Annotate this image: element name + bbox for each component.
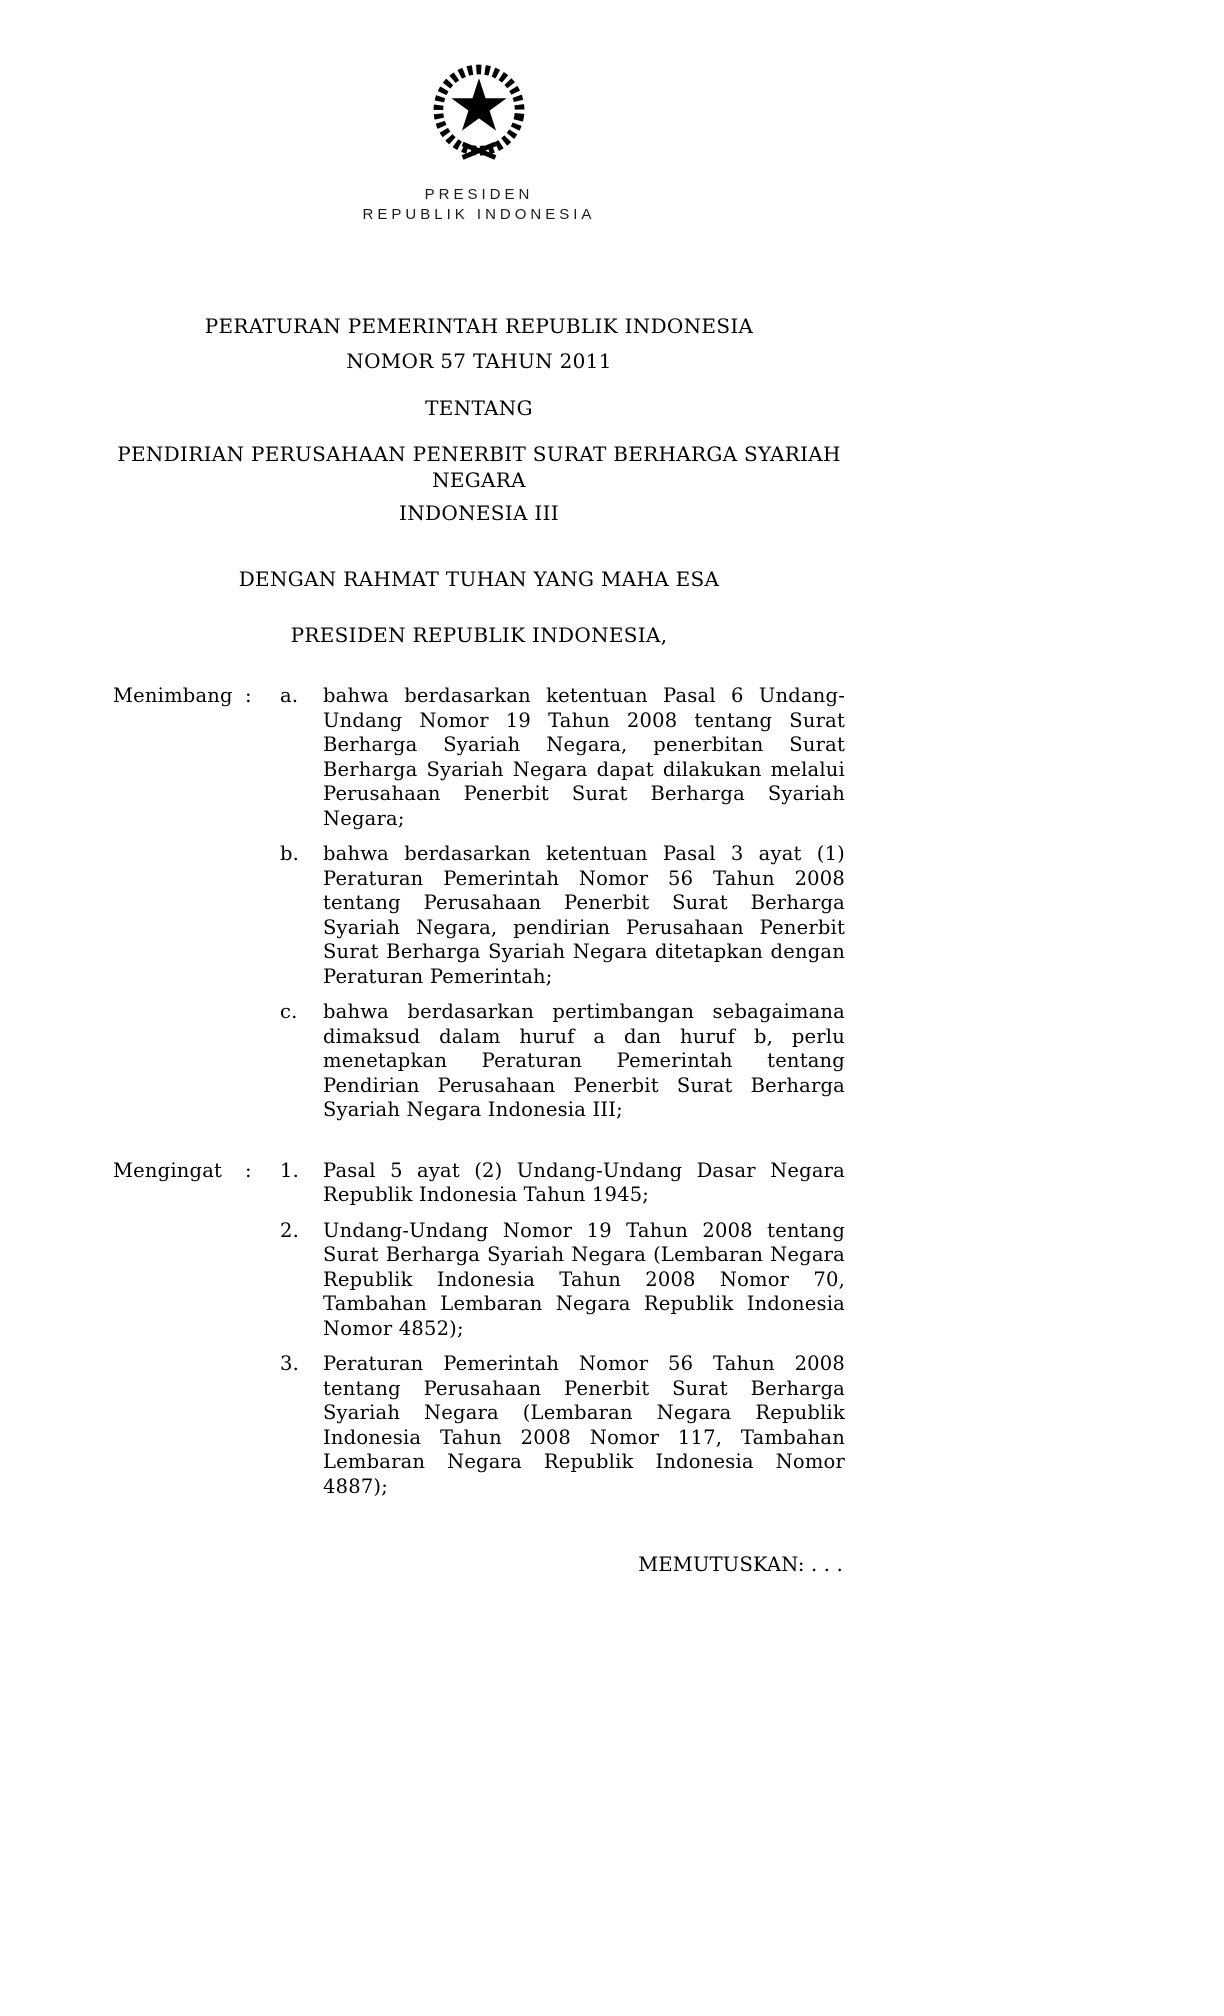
legal-basis-colon: : <box>245 1158 252 1182</box>
item-marker: a. <box>280 684 299 707</box>
considerations-items <box>280 684 845 1123</box>
org-name-line2: REPUBLIK INDONESIA <box>362 206 596 223</box>
title-block <box>113 313 845 648</box>
document-page <box>113 0 845 2016</box>
subject-line1: PENDIRIAN PERUSAHAAN PENERBIT SURAT BERHARGA SYARIAH NEGARA <box>117 442 841 492</box>
continuation-note: MEMUTUSKAN: . . . <box>638 1553 843 1576</box>
legal-basis-items <box>280 1159 845 1500</box>
legal-basis-item-1 <box>280 1159 845 1208</box>
item-marker: 1. <box>280 1158 300 1182</box>
item-marker: b. <box>280 842 300 865</box>
subject-line2: INDONESIA III <box>399 501 559 525</box>
legal-basis-item-3 <box>280 1352 845 1499</box>
legal-basis-item-2 <box>280 1219 845 1342</box>
item-marker: 2. <box>280 1218 300 1242</box>
item-text: bahwa berdasarkan pertimbangan sebagaimana dimaksud dalam huruf a dan huruf b, perlu menetapkan Peraturan Pemerintah tentang Pendirian Perusahaan Penerbit Surat Berharga Syariah Negara Indonesia III; <box>323 1000 845 1121</box>
legal-basis-label: Mengingat <box>113 1158 223 1182</box>
item-text: bahwa berdasarkan ketentuan Pasal 6 Undang-Undang Nomor 19 Tahun 2008 tentang Surat Berharga Syariah Negara, penerbitan Surat Berharga Syariah Negara dapat dilakukan melalui Perusahaan Penerbit Surat Berharga Syariah Negara; <box>323 684 845 830</box>
item-text: Pasal 5 ayat (2) Undang-Undang Dasar Negara Republik Indonesia Tahun 1945; <box>323 1158 845 1206</box>
letterhead <box>113 55 845 225</box>
regulation-type: PERATURAN PEMERINTAH REPUBLIK INDONESIA <box>204 314 754 338</box>
consideration-item-b <box>280 842 845 989</box>
item-marker: 3. <box>280 1352 300 1375</box>
item-marker: c. <box>280 1000 298 1023</box>
considerations-colon: : <box>245 684 252 707</box>
item-text: Peraturan Pemerintah Nomor 56 Tahun 2008 tentang Perusahaan Penerbit Surat Berharga Syariah Negara (Lembaran Negara Republik Indonesia Tahun 2008 Nomor 117, Tambahan Lembaran Negara Republik Indonesia Nomor 4887); <box>323 1352 845 1498</box>
presidential-seal-icon <box>419 55 539 171</box>
org-name-line1: PRESIDEN <box>424 186 534 203</box>
considerations-label: Menimbang <box>113 684 233 707</box>
about-keyword: TENTANG <box>425 396 533 420</box>
legal-basis-section <box>113 1159 845 1500</box>
item-text: Undang-Undang Nomor 19 Tahun 2008 tentang Surat Berharga Syariah Negara (Lembaran Negara Republik Indonesia Tahun 2008 Nomor 70, Tambahan Lembaran Negara Republik Indonesia Nomor 4852); <box>323 1218 845 1340</box>
issuing-authority: PRESIDEN REPUBLIK INDONESIA, <box>290 623 668 647</box>
org-name <box>113 185 845 225</box>
regulation-number: NOMOR 57 TAHUN 2011 <box>346 349 612 373</box>
considerations-section <box>113 684 845 1123</box>
consideration-item-a <box>280 684 845 831</box>
invocation: DENGAN RAHMAT TUHAN YANG MAHA ESA <box>238 567 720 591</box>
item-text: bahwa berdasarkan ketentuan Pasal 3 ayat (1) Peraturan Pemerintah Nomor 56 Tahun 2008 tentang Perusahaan Penerbit Surat Berharga Syariah Negara, pendirian Perusahaan Penerbit Surat Berharga Syariah Negara ditetapkan dengan Peraturan Pemerintah; <box>323 842 845 988</box>
consideration-item-c <box>280 1000 845 1123</box>
